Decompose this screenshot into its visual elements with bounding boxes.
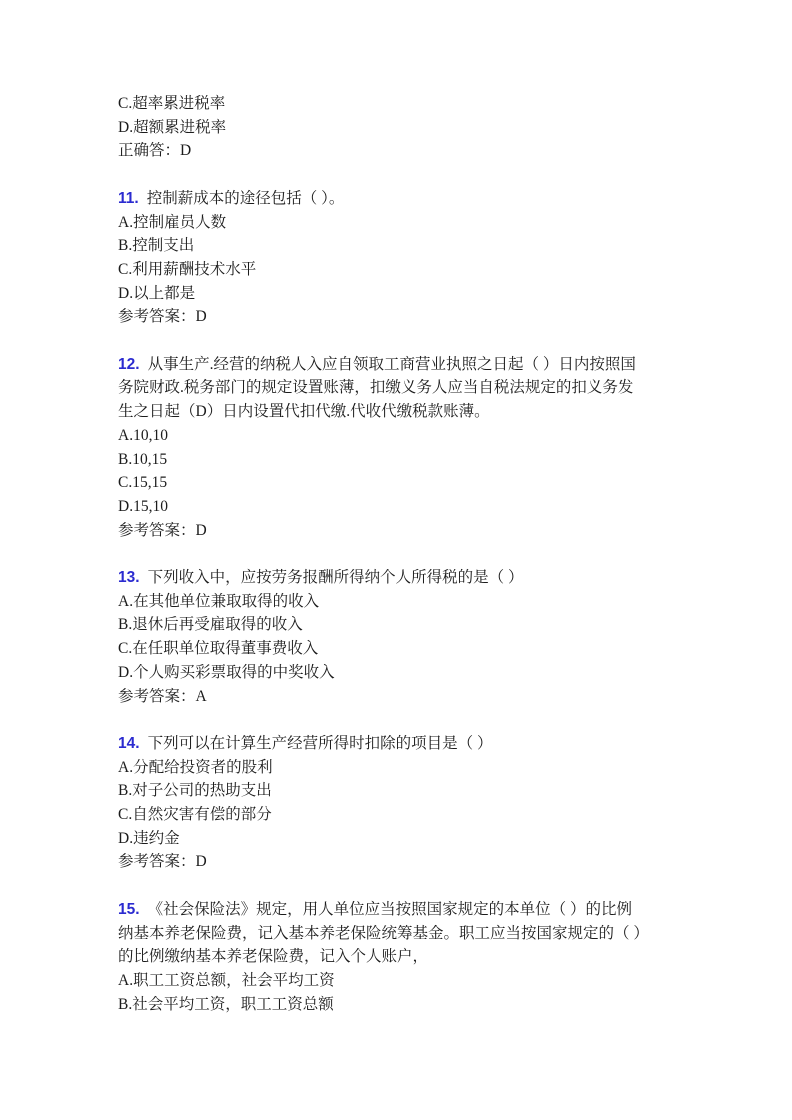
- question-11-option-c: C.利用薪酬技术水平: [118, 260, 257, 278]
- question-12-option-c: C.15,15: [118, 474, 168, 492]
- question-13-option-d: D.个人购买彩票取得的中奖收入: [118, 663, 335, 681]
- question-block-14: [118, 732, 645, 874]
- question-15-number: 15.: [118, 900, 140, 918]
- question-13-option-a: A.在其他单位兼取取得的收入: [118, 592, 320, 610]
- question-11-text: 控制薪成本的途径包括（ ）。: [146, 189, 345, 207]
- question-11-option-a: A.控制雇员人数: [118, 213, 227, 231]
- question-block-15: [118, 898, 645, 1017]
- question-12-option-a: A.10,10: [118, 426, 168, 444]
- question-12-option-d: D.15,10: [118, 497, 168, 515]
- question-14-option-a: A.分配给投资者的股利: [118, 758, 273, 776]
- question-13-option-c: C.在任职单位取得董事费收入: [118, 640, 319, 658]
- question-fragment-top: [118, 92, 645, 163]
- question-12-text: 从事生产.经营的纳税人入应自领取工商营业执照之日起（ ）日内按照国务院财政.税务部门的规定设置账薄，扣缴义务人应当自税法规定的扣义务发生之日起（D）日内设置代扣代缴.代收代缴税款账薄。: [118, 355, 636, 421]
- question-11-option-b: B.控制支出: [118, 237, 195, 255]
- question-14-number: 14.: [118, 734, 140, 752]
- document-body: [118, 92, 645, 1016]
- question-13-number: 13.: [118, 569, 140, 587]
- question-14-option-b: B.对子公司的热助支出: [118, 782, 272, 800]
- question-12-number: 12.: [118, 355, 140, 373]
- fragment-option-c: C.超率累进税率: [118, 95, 226, 112]
- question-block-13: [118, 566, 645, 708]
- question-12-answer-line: 参考答案：D: [118, 521, 207, 539]
- question-13-answer-line: 参考答案：A: [118, 687, 207, 705]
- question-14-answer-line: 参考答案：D: [118, 853, 207, 871]
- question-14-option-d: D.违约金: [118, 829, 180, 847]
- fragment-option-d: D.超额累进税率: [118, 118, 227, 136]
- question-14-text: 下列可以在计算生产经营所得时扣除的项目是（ ）: [147, 734, 493, 752]
- question-15-text-line: [118, 898, 645, 969]
- question-12-text-line: [118, 353, 645, 424]
- question-15-text: 《社会保险法》规定，用人单位应当按照国家规定的本单位（ ）的比例纳基本养老保险费，记入基本养老保险统筹基金。职工应当按国家规定的（ ）的比例缴纳基本养老保险费，记入个人账户，: [118, 900, 642, 966]
- question-13-text-line: [118, 566, 645, 590]
- question-11-answer-line: 参考答案：D: [118, 308, 207, 326]
- question-15-option-b: B.社会平均工资，职工工资总额: [118, 995, 334, 1013]
- question-14-option-c: C.自然灾害有偿的部分: [118, 806, 272, 824]
- fragment-answer-line: 正确答：D: [118, 142, 192, 160]
- question-13-option-b: B.退休后再受雇取得的收入: [118, 616, 303, 634]
- question-12-option-b: B.10,15: [118, 450, 168, 468]
- question-11-option-d: D.以上都是: [118, 284, 196, 302]
- question-block-11: [118, 187, 645, 329]
- question-block-12: [118, 353, 645, 543]
- question-11-number: 11.: [118, 189, 139, 207]
- question-11-text-line: [118, 187, 645, 211]
- question-15-option-a: A.职工工资总额，社会平均工资: [118, 971, 335, 989]
- question-14-text-line: [118, 732, 645, 756]
- question-13-text: 下列收入中，应按劳务报酬所得纳个人所得税的是（ ）: [147, 569, 524, 587]
